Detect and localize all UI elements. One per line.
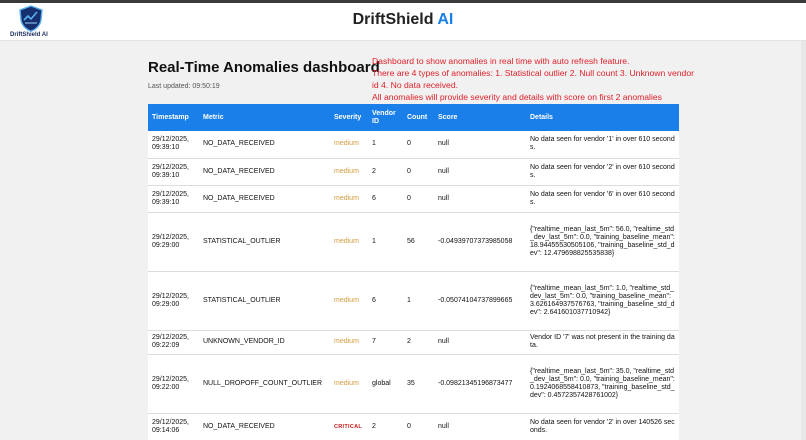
cell-score: null	[434, 131, 526, 158]
cell-score: null	[434, 413, 526, 440]
cell-vendor-id: 2	[368, 413, 403, 440]
app-title-accent: AI	[437, 11, 454, 28]
table-row	[148, 330, 679, 354]
cell-details: No data seen for vendor '2' in over 140526 seconds.	[526, 413, 679, 440]
info-note-line: id 4. No data received.	[372, 80, 458, 90]
cell-timestamp: 29/12/2025, 09:39:10	[148, 185, 199, 212]
cell-count: 0	[403, 413, 434, 440]
cell-count: 0	[403, 158, 434, 185]
cell-details: No data seen for vendor '6' in over 610 seconds.	[526, 185, 679, 212]
cell-metric: NO_DATA_RECEIVED	[199, 185, 330, 212]
cell-vendor-id: 1	[368, 131, 403, 158]
app-title-main: DriftShield	[352, 11, 434, 28]
cell-count: 2	[403, 330, 434, 354]
cell-metric: NO_DATA_RECEIVED	[199, 158, 330, 185]
cell-details: {"realtime_mean_last_5m": 1.0, "realtime_std_dev_last_5m": 0.0, "training_baseline_mean": 3.626164937576763, "training_baseline_std_dev": 2.641601037710942}	[526, 271, 679, 330]
cell-vendor-id: 2	[368, 158, 403, 185]
table-row	[148, 158, 679, 185]
cell-score: -0.09821345196873477	[434, 354, 526, 413]
cell-metric: UNKNOWN_VENDOR_ID	[199, 330, 330, 354]
cell-severity: medium	[330, 330, 368, 354]
cell-metric: NULL_DROPOFF_COUNT_OUTLIER	[199, 354, 330, 413]
table-row	[148, 413, 679, 440]
col-header-details[interactable]: Details	[530, 113, 553, 121]
cell-score: -0.04939707373985058	[434, 212, 526, 271]
col-header-severity[interactable]: Severity	[334, 113, 362, 121]
cell-details: No data seen for vendor '1' in over 610 seconds.	[526, 131, 679, 158]
cell-vendor-id: 1	[368, 212, 403, 271]
cell-score: null	[434, 158, 526, 185]
cell-timestamp: 29/12/2025, 09:29:00	[148, 271, 199, 330]
cell-count: 35	[403, 354, 434, 413]
col-header-metric[interactable]: Metric	[203, 113, 224, 121]
cell-metric: NO_DATA_RECEIVED	[199, 413, 330, 440]
cell-score: null	[434, 330, 526, 354]
cell-details: No data seen for vendor '2' in over 610 seconds.	[526, 158, 679, 185]
cell-severity: medium	[330, 354, 368, 413]
cell-metric: NO_DATA_RECEIVED	[199, 131, 330, 158]
last-updated: Last updated: 09:50:19	[148, 83, 220, 90]
page-title: Real-Time Anomalies dashboard	[148, 59, 380, 76]
info-note-line: Dashboard to show anomalies in real time with auto refresh feature.	[372, 56, 630, 66]
app-title	[0, 11, 806, 29]
page-scrollbar[interactable]	[801, 41, 806, 440]
cell-details: {"realtime_mean_last_5m": 35.0, "realtime_std_dev_last_5m": 0.0, "training_baseline_mean": 0.1924068558410873, "training_baseline_std_dev": 0.4572357428761002}	[526, 354, 679, 413]
info-note-line: There are 4 types of anomalies: 1. Statistical outlier 2. Null count 3. Unknown vendor	[372, 68, 694, 78]
cell-score: null	[434, 185, 526, 212]
cell-vendor-id: global	[368, 354, 403, 413]
info-note	[372, 55, 692, 103]
table-header-row	[148, 104, 679, 131]
cell-count: 0	[403, 185, 434, 212]
cell-metric: STATISTICAL_OUTLIER	[199, 212, 330, 271]
col-header-timestamp[interactable]: Timestamp	[152, 113, 189, 121]
table-row	[148, 354, 679, 413]
cell-score: -0.05074104737899665	[434, 271, 526, 330]
cell-vendor-id: 6	[368, 185, 403, 212]
cell-timestamp: 29/12/2025, 09:29:00	[148, 212, 199, 271]
col-header-count[interactable]: Count	[407, 113, 428, 121]
cell-severity: medium	[330, 185, 368, 212]
table-row	[148, 131, 679, 158]
table-row	[148, 185, 679, 212]
cell-vendor-id: 6	[368, 271, 403, 330]
cell-timestamp: 29/12/2025, 09:14:06	[148, 413, 199, 440]
cell-severity: medium	[330, 212, 368, 271]
cell-details: {"realtime_mean_last_5m": 56.0, "realtime_std_dev_last_5m": 0.0, "training_baseline_mean": 18.94455530505106, "training_baseline_std_dev": 12.479698825535838}	[526, 212, 679, 271]
cell-count: 0	[403, 131, 434, 158]
cell-severity: medium	[330, 131, 368, 158]
col-header-score[interactable]: Score	[438, 113, 458, 121]
anomalies-table	[148, 104, 679, 440]
cell-timestamp: 29/12/2025, 09:22:00	[148, 354, 199, 413]
cell-count: 56	[403, 212, 434, 271]
cell-details: Vendor ID '7' was not present in the training data.	[526, 330, 679, 354]
logo-text: DriftShield AI	[10, 32, 48, 38]
table-row	[148, 212, 679, 271]
cell-count: 1	[403, 271, 434, 330]
cell-timestamp: 29/12/2025, 09:39:10	[148, 131, 199, 158]
col-header-vendor-id[interactable]: Vendor ID	[372, 109, 396, 125]
info-note-line: All anomalies will provide severity and details with score on first 2 anomalies	[372, 92, 662, 102]
cell-severity: CRITICAL	[330, 413, 368, 440]
cell-timestamp: 29/12/2025, 09:39:10	[148, 158, 199, 185]
cell-severity: medium	[330, 271, 368, 330]
table-row	[148, 271, 679, 330]
cell-metric: STATISTICAL_OUTLIER	[199, 271, 330, 330]
app-header	[0, 3, 806, 41]
cell-vendor-id: 7	[368, 330, 403, 354]
cell-timestamp: 29/12/2025, 09:22:09	[148, 330, 199, 354]
cell-severity: medium	[330, 158, 368, 185]
